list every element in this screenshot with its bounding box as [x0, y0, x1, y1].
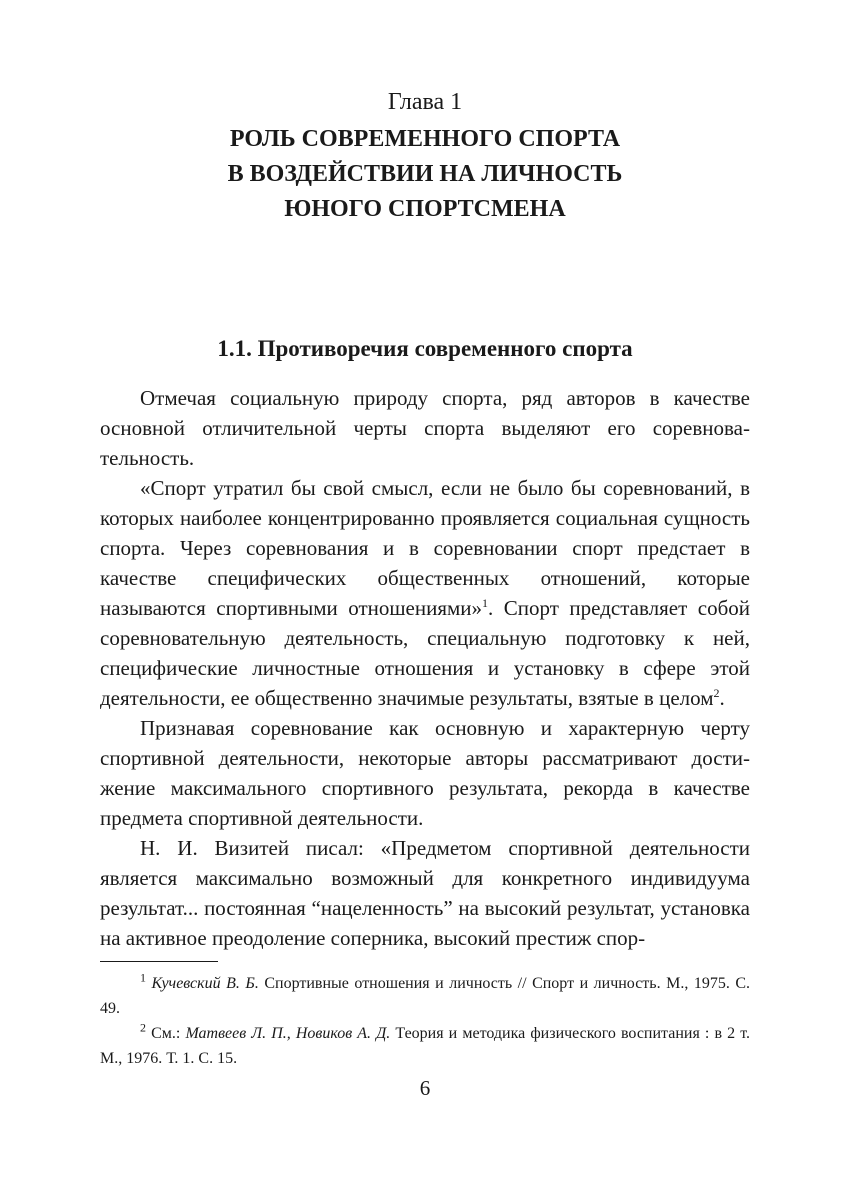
- footnote-ref-1[interactable]: 1: [482, 596, 489, 610]
- footnote-1: [100, 971, 750, 1021]
- paragraph-4: Н. И. Визитей писал: «Предметом спортивной деятельности является максимально возможный для конкретного индивидуума результат... постоянная “нацеленность” на высокий результат, установка на активное преодоление соперника, высокий престиж спор-: [100, 836, 750, 950]
- chapter-title-line-1: РОЛЬ СОВРЕМЕННОГО СПОРТА: [229, 126, 621, 152]
- paragraph-1: Отмечая социальную природу спорта, ряд авторов в качестве основной отличительной черты спорта выделяют его соревновательность.: [100, 386, 750, 470]
- paragraph-2: [100, 473, 750, 713]
- footnote-1-text: Спортивные отношения и личность // Спорт и личность. М., 1975. С. 49.: [100, 975, 751, 1017]
- section-title: 1.1. Противоречия современного спорта: [217, 336, 633, 361]
- footnote-2: [100, 1021, 750, 1071]
- chapter-title-line-2: В ВОЗДЕЙСТВИИ НА ЛИЧНОСТЬ: [227, 161, 623, 187]
- paragraph-2-quote: «Спорт утратил бы свой смысл, если не было бы соревнований, в которых наиболее концентрированно проявляется социальная сущность спорта. Через соревнования и в соревновании спорт предстает в качестве специфических общественных отношений, которые называются спортивными отношениями»: [100, 476, 750, 620]
- footnote-2-authors: Матвеев Л. П., Новиков А. Д.: [185, 1025, 391, 1042]
- chapter-title: [100, 122, 750, 227]
- paragraph-2-end: .: [719, 686, 725, 710]
- paragraph-2-continuation: . Спорт представляет собой соревновательную деятельность, специальную подготовку к ней, специфические личностные отношения и установку в сфере этой деятельности, ее общественно значимые результаты, взятые в целом: [100, 596, 750, 710]
- footnote-1-author: Кучевский В. Б.: [151, 975, 259, 992]
- page-number: 6: [419, 1076, 431, 1100]
- body-text: [100, 383, 750, 953]
- footnote-2-prefix: См.:: [151, 1025, 186, 1042]
- footnote-1-number: 1: [140, 970, 146, 985]
- footnotes: [100, 971, 750, 1071]
- footnote-2-number: 2: [140, 1020, 146, 1035]
- footnote-ref-2[interactable]: 2: [713, 686, 720, 700]
- footnote-2-text: Теория и методика физического воспитания : в 2 т. М., 1976. Т. 1. С. 15.: [100, 1025, 750, 1067]
- paragraph-3: Признавая соревнование как основную и характерную черту спортивной деятельности, некоторые авторы рассматривают достижение максимального спортивного результата, рекорда в качестве предмета спортивной деятельности.: [100, 716, 750, 830]
- chapter-title-line-3: ЮНОГО СПОРТСМЕНА: [284, 196, 566, 222]
- footnote-divider: [100, 961, 218, 962]
- chapter-label: Глава 1: [387, 89, 463, 115]
